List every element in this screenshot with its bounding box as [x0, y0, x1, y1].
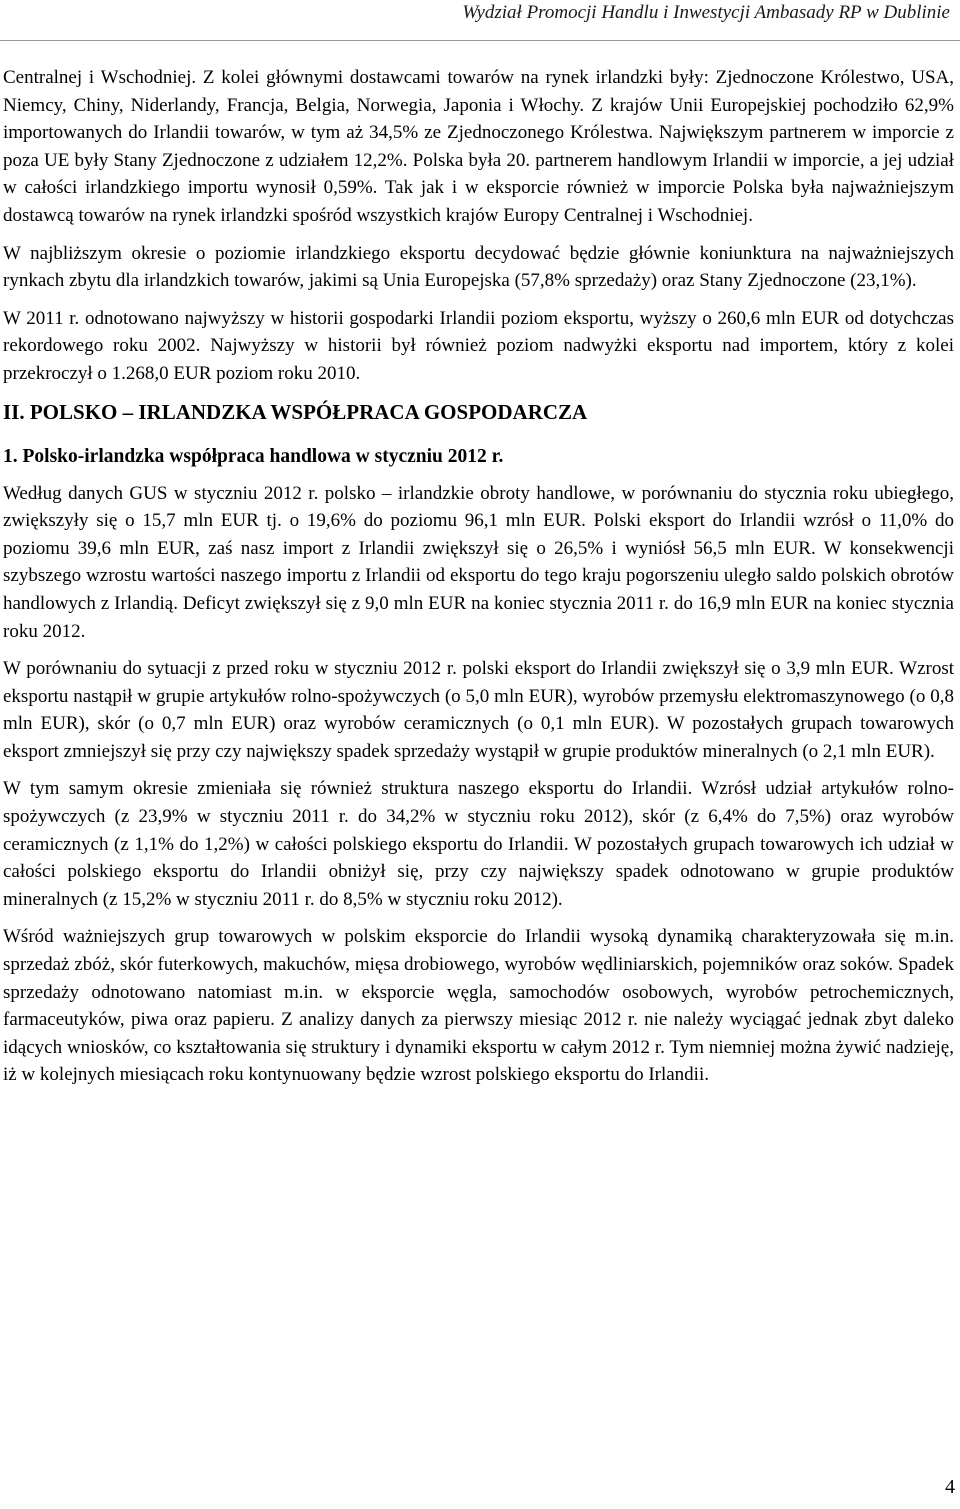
page-number: 4: [945, 1476, 955, 1498]
page-body: [3, 64, 954, 1099]
running-header: Wydział Promocji Handlu i Inwestycji Ambasady RP w Dublinie: [462, 2, 950, 23]
paragraph-export-outlook: W najbliższym okresie o poziomie irlandzkiego eksportu decydować będzie głównie koniunktura na najważniejszych rynkach zbytu dla irlandzkich towarów, jakimi są Unia Europejska (57,8% sprzedaży) oraz Stany Zjednoczone (23,1%).: [3, 242, 954, 292]
header-divider: [0, 40, 960, 41]
paragraph-export-structure: W tym samym okresie zmieniała się również struktura naszego eksportu do Irlandii. Wzrósł udział artykułów rolno-spożywczych (z 23,9% w styczniu 2011 r. do 34,2% w styczniu roku 2012), skór (z 6,4% do 7,5%) oraz wyrobów ceramicznych (z 1,1% do 1,2%) w całości polskiego eksportu do Irlandii. W pozostałych grupach towarowych ich udział w całości polskiego eksportu do Irlandii obniżył się, przy czy największy spadek odnotowano w grupie produktów mineralnych (z 15,2% w styczniu 2011 r. do 8,5% w styczniu roku 2012).: [3, 778, 954, 910]
section-heading: II. POLSKO – IRLANDZKA WSPÓŁPRACA GOSPODARCZA: [3, 399, 588, 424]
paragraph-import-partners: Centralnej i Wschodniej. Z kolei głównymi dostawcami towarów na rynek irlandzki były: Zjednoczone Królestwo, USA, Niemcy, Chiny, Niderlandy, Francja, Belgia, Norwegia, Japonia i Włochy. Z krajów Unii Europejskiej pochodziło 62,9% importowanych do Irlandii towarów, w tym aż 34,5% ze Zjednoczonego Królestwa. Największym partnerem w imporcie z poza UE były Stany Zjednoczone z udziałem 12,2%. Polska była 20. partnerem handlowym Irlandii w imporcie, a jej udział w całości irlandzkiego importu wynosił 0,59%. Tak jak i w eksporcie również w imporcie Polska była najważniejszym dostawcą towarów na rynek irlandzki spośród wszystkich krajów Europy Centralnej i Wschodniej.: [3, 67, 954, 226]
paragraph-commodity-groups: Wśród ważniejszych grup towarowych w polskim eksporcie do Irlandii wysoką dynamiką charakteryzowała się m.in. sprzedaż zbóż, skór futerkowych, makuchów, mięsa drobiowego, wyrobów wędliniarskich, pojemników oraz soków. Spadek sprzedaży odnotowano natomiast m.in. w eksporcie węgla, samochodów osobowych, wyrobów petrochemicznych, farmaceutyków, piwa oraz papieru. Z analizy danych za pierwszy miesiąc 2012 r. nie należy wyciągać jednak zbyt daleko idących wniosków, co kształtowania się struktury i dynamiki eksportu w całym 2012 r. Tym niemniej można żywić nadzieję, iż w kolejnych miesiącach roku kontynuowany będzie wzrost polskiego eksportu do Irlandii.: [3, 926, 954, 1086]
paragraph-export-growth: W porównaniu do sytuacji z przed roku w styczniu 2012 r. polski eksport do Irlandii zwiększył się o 3,9 mln EUR. Wzrost eksportu nastąpił w grupie artykułów rolno-spożywczych (o 5,0 mln EUR), wyrobów przemysłu elektromaszynowego (o 0,8 mln EUR), skór (o 0,7 mln EUR) oraz wyrobów ceramicznych (o 0,1 mln EUR). W pozostałych grupach towarowych eksport zmniejszył się przy czy największy spadek sprzedaży wystąpił w grupie produktów mineralnych (o 2,1 mln EUR).: [3, 658, 954, 762]
paragraph-record-export-2011: W 2011 r. odnotowano najwyższy w historii gospodarki Irlandii poziom eksportu, wyższy o 260,6 mln EUR od dotychczas rekordowego roku 2002. Najwyższy w historii był również poziom nadwyżki eksportu nad importem, który z kolei przekroczył o 1.268,0 EUR poziom roku 2010.: [3, 307, 954, 384]
paragraph-gus-data: Według danych GUS w styczniu 2012 r. polsko – irlandzkie obroty handlowe, w porównaniu do stycznia roku ubiegłego, zwiększyły się o 15,7 mln EUR tj. o 19,6% do poziomu 96,1 mln EUR. Polski eksport do Irlandii wzrósł o 11,0% do poziomu 39,6 mln EUR, zaś nasz import z Irlandii zwiększył się o 26,5% i wyniósł 56,5 mln EUR. W konsekwencji szybszego wzrostu wartości naszego importu z Irlandii od eksportu do tego kraju pogorszeniu uległo saldo polskich obrotów handlowych z Irlandią. Deficyt zwiększył się z 9,0 mln EUR na koniec stycznia 2011 r. do 16,9 mln EUR na koniec stycznia roku 2012.: [3, 482, 954, 642]
subsection-heading: 1. Polsko-irlandzka współpraca handlowa w styczniu 2012 r.: [3, 445, 504, 467]
